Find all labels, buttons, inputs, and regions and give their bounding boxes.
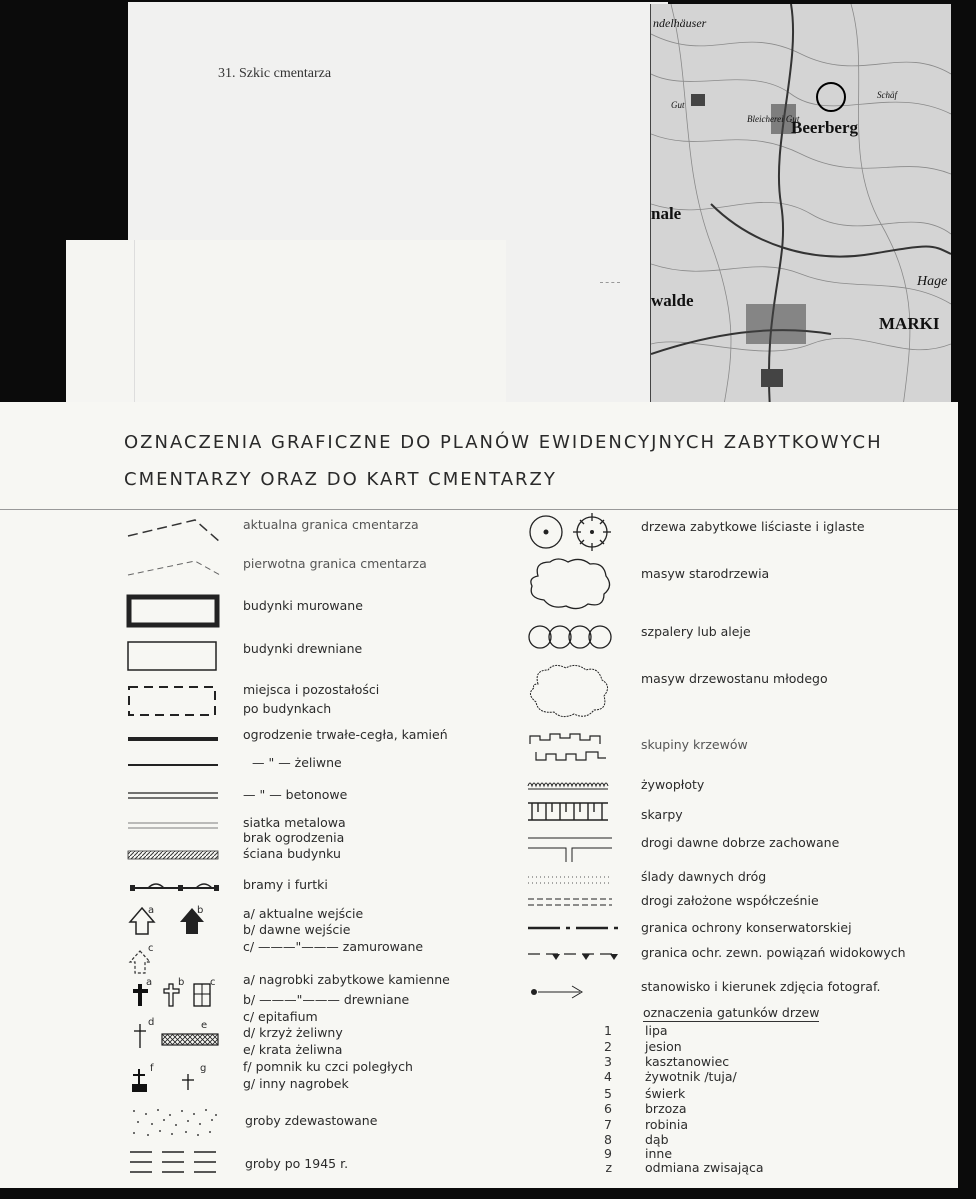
legend-heading-line1: OZNACZENIA GRAFICZNE DO PLANÓW EWIDENCYJNYCH ZABYTKOWYCH — [124, 432, 883, 453]
photo-station-symbol — [526, 980, 596, 1002]
devastated-graves-symbol — [128, 1106, 222, 1140]
label-entrance-a: a/ aktualne wejście — [243, 906, 364, 921]
symbol-letter: b — [178, 977, 185, 988]
concrete-fence-symbol — [126, 790, 220, 802]
historic-trees-symbol — [526, 512, 616, 552]
label-current-boundary: aktualna granica cmentarza — [243, 517, 419, 532]
conservation-boundary-symbol — [526, 922, 626, 934]
label-wooden-buildings: budynki drewniane — [243, 641, 363, 656]
label-building-wall: ściana budynku — [243, 846, 341, 861]
label-wire-fence: siatka metalowa — [243, 815, 346, 830]
species-name: inne — [645, 1146, 673, 1161]
label-permanent-fence: ogrodzenie trwałe-cegła, kamień — [243, 727, 448, 742]
symbol-letter: a — [146, 977, 153, 988]
label-photo-station: stanowisko i kierunek zdjęcia fotograf. — [641, 979, 881, 994]
label-no-fence: brak ogrodzenia — [243, 830, 345, 845]
label-tomb-e: e/ krata żeliwna — [243, 1042, 343, 1057]
sheet-fold — [134, 240, 135, 405]
label-hedges: żywopłoty — [641, 777, 705, 792]
species-number: 5 — [604, 1086, 612, 1101]
hedges-symbol — [526, 780, 616, 792]
current-entrance-icon — [128, 906, 162, 936]
map-label: Bleicherei Gut — [747, 114, 800, 124]
former-entrance-icon — [180, 906, 210, 936]
label-modern-roads: drogi założone współcześnie — [641, 893, 819, 908]
species-number: 2 — [604, 1039, 612, 1054]
label-road-traces: ślady dawnych dróg — [641, 869, 767, 884]
label-remains-2: po budynkach — [243, 701, 332, 716]
walled-entrance-icon — [128, 948, 158, 976]
label-tomb-g: g/ inny nagrobek — [243, 1076, 349, 1091]
species-name: brzoza — [645, 1101, 687, 1116]
inserted-sheet — [66, 240, 506, 405]
map-label: walde — [651, 291, 694, 310]
old-roads-symbol — [526, 834, 616, 864]
label-remains-1: miejsca i pozostałości — [243, 682, 380, 697]
species-heading: oznaczenia gatunków drzew — [643, 1005, 820, 1020]
map-label: Gut — [671, 100, 685, 110]
label-conservation-boundary: granica ochrony konserwatorskiej — [641, 920, 852, 935]
iron-grate-icon — [160, 1032, 220, 1048]
species-name: odmiana zwisająca — [645, 1160, 764, 1175]
label-post1945-graves: groby po 1945 r. — [245, 1156, 349, 1171]
current-boundary-symbol — [120, 512, 230, 548]
species-number: 7 — [604, 1117, 612, 1132]
map-label: nale — [651, 204, 682, 223]
background-strip — [0, 1188, 976, 1199]
page-caption: 31. Szkic cmentarza — [218, 66, 332, 81]
label-tomb-b: b/ ———"——— drewniane — [243, 992, 410, 1007]
topographic-map — [650, 4, 951, 422]
label-old-tree-mass: masyw starodrzewia — [641, 566, 770, 581]
species-name: dąb — [645, 1132, 669, 1147]
species-name: jesion — [645, 1039, 682, 1054]
species-name: lipa — [645, 1023, 668, 1038]
war-memorial-icon — [130, 1066, 152, 1094]
species-name: świerk — [645, 1086, 686, 1101]
young-forest-mass-symbol — [524, 660, 614, 722]
species-number: 3 — [604, 1054, 612, 1069]
building-remains-symbol — [126, 684, 220, 720]
label-original-boundary: pierwotna granica cmentarza — [243, 556, 427, 571]
label-tree-rows: szpalery lub aleje — [641, 624, 751, 639]
map-label: Hage — [917, 274, 948, 289]
brick-fence-symbol — [126, 734, 220, 744]
label-historic-trees: drzewa zabytkowe liściaste i iglaste — [641, 519, 865, 534]
wire-fence-symbol — [126, 820, 220, 832]
page-mark — [600, 282, 620, 283]
map-label: ndelhäuser — [653, 16, 707, 30]
species-name: kasztanowiec — [645, 1054, 730, 1069]
label-old-roads: drogi dawne dobrze zachowane — [641, 835, 840, 850]
symbol-letter: c — [148, 943, 154, 954]
symbol-letter: g — [200, 1063, 207, 1074]
label-tomb-a: a/ nagrobki zabytkowe kamienne — [243, 972, 450, 987]
map-label: Beerberg — [791, 118, 859, 137]
map-label: MARKI — [879, 314, 940, 333]
label-tomb-d: d/ krzyż żeliwny — [243, 1025, 343, 1040]
label-entrance-c: c/ ———"——— zamurowane — [243, 939, 424, 954]
label-shrubs: skupiny krzewów — [641, 737, 748, 752]
map-label: Schäf — [877, 90, 897, 100]
label-concrete-fence: — " — betonowe — [243, 787, 348, 802]
label-devastated-graves: groby zdewastowane — [245, 1113, 378, 1128]
modern-roads-symbol — [526, 896, 616, 908]
species-number: 9 — [604, 1146, 612, 1161]
label-young-forest: masyw drzewostanu młodego — [641, 671, 828, 686]
label-tomb-c: c/ epitafium — [243, 1009, 318, 1024]
legend-heading-line2: CMENTARZY ORAZ DO KART CMENTARZY — [124, 469, 557, 490]
species-name: robinia — [645, 1117, 688, 1132]
visual-protection-boundary-symbol — [526, 946, 626, 962]
other-grave-icon — [180, 1072, 200, 1092]
species-number: 8 — [604, 1132, 612, 1147]
label-gates: bramy i furtki — [243, 877, 328, 892]
species-name: żywotnik /tuja/ — [645, 1069, 737, 1084]
iron-fence-symbol — [126, 760, 220, 770]
escarpment-symbol — [526, 800, 616, 824]
tree-rows-symbol — [526, 622, 616, 652]
label-masonry-buildings: budynki murowane — [243, 598, 363, 613]
wooden-building-symbol — [126, 640, 220, 674]
symbol-letter: c — [210, 977, 216, 988]
symbol-letter: a — [148, 905, 155, 916]
species-number: 4 — [604, 1069, 612, 1084]
post1945-graves-symbol — [128, 1148, 222, 1178]
label-iron-fence: — " — żeliwne — [252, 755, 342, 770]
symbol-letter: e — [201, 1020, 208, 1031]
symbol-letter: f — [150, 1063, 154, 1074]
gate-symbol — [126, 876, 226, 896]
map-drawing — [651, 4, 951, 422]
species-number: z — [605, 1160, 612, 1175]
label-tomb-f: f/ pomnik ku czci poległych — [243, 1059, 413, 1074]
label-visual-boundary: granica ochr. zewn. powiązań widokowych — [641, 945, 906, 960]
old-tree-mass-symbol — [524, 556, 614, 612]
masonry-building-symbol — [126, 594, 220, 628]
species-number: 1 — [604, 1023, 612, 1038]
road-traces-symbol — [526, 874, 616, 886]
label-entrance-b: b/ dawne wejście — [243, 922, 351, 937]
heading-rule — [0, 509, 958, 510]
shrub-groups-symbol — [526, 730, 616, 764]
label-escarpments: skarpy — [641, 807, 683, 822]
building-wall-symbol — [126, 848, 220, 862]
symbol-letter: d — [148, 1017, 155, 1028]
original-boundary-symbol — [120, 555, 230, 581]
species-number: 6 — [604, 1101, 612, 1116]
symbol-letter: b — [197, 905, 204, 916]
